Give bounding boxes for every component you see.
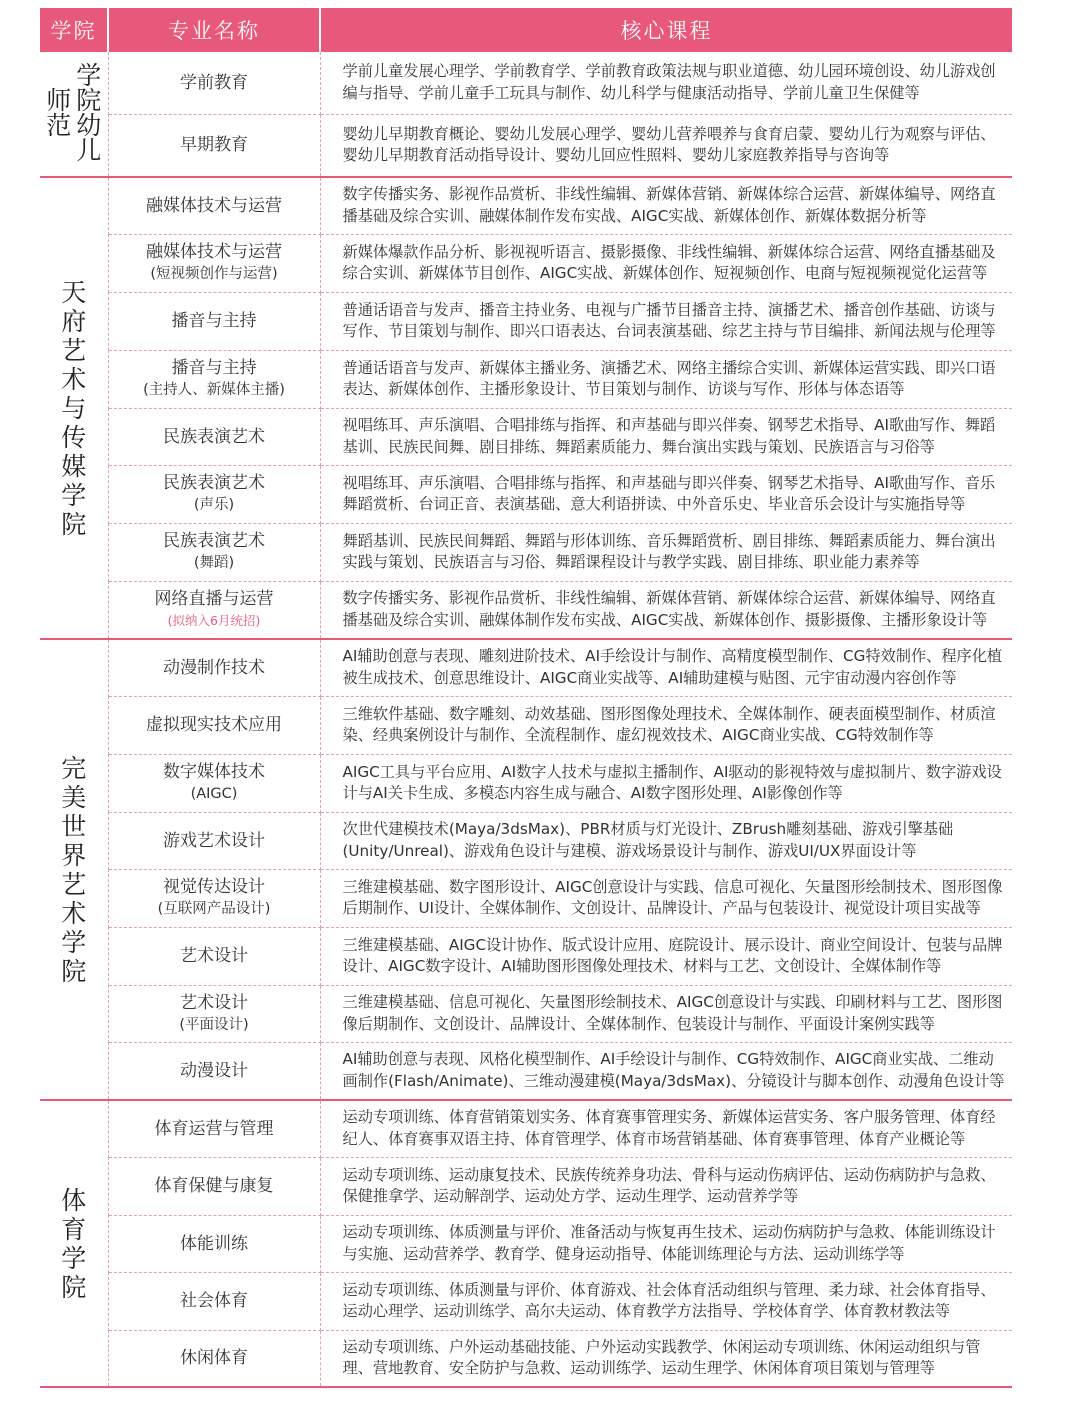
major-cell [108,812,320,869]
table-body [40,52,1012,1387]
courses-cell: 新媒体爆款作品分析、影视视听语言、摄影摄像、非线性编辑、新媒体综合运营、网络直播基础及综合实训、新媒体节目创作、AIGC实战、新媒体创作、短视频创作、电商与短视频视觉化运营等 [320,234,1012,292]
college-name: 体育学院 [61,1185,87,1302]
major-note: (拟纳入6月统招) [167,612,261,628]
college-name: 完美世界艺术学院 [61,753,87,986]
major-name: 虚拟现实技术应用 [146,715,282,735]
major-cell [108,234,320,292]
major-name: 动漫制作技术 [163,657,265,678]
major-subtitle: (AIGC) [190,786,238,802]
major-cell [108,1272,320,1330]
major-subtitle: (平面设计) [179,1016,249,1033]
college-name: 天府艺术与传媒学院 [61,277,87,539]
table-row [40,292,1012,350]
college-cell [40,52,108,177]
courses-cell: 视唱练耳、声乐演唱、合唱排练与指挥、和声基础与即兴伴奏、钢琴艺术指导、AI歌曲写作、音乐舞蹈赏析、台词正音、表演基础、意大利语拼读、中外音乐史、毕业音乐会设计与实施指导等 [320,465,1012,523]
courses-cell: AI辅助创意与表现、风格化模型制作、AI手绘设计与制作、CG特效制作、AIGC商业实战、二维动画制作(Flash/Animate)、三维动漫建模(Maya/3dsMax)、分镜设计与脚本创作、动漫角色设计等 [320,1042,1012,1100]
major-subtitle: (主持人、新媒体主播) [143,382,285,398]
major-cell [108,408,320,465]
courses-cell: 运动专项训练、运动康复技术、民族传统养身功法、骨科与运动伤病评估、运动伤病防护与急救、保健推拿学、运动解剖学、运动处方学、运动生理学、运动营养学等 [320,1157,1012,1215]
courses-cell: 三维建模基础、信息可视化、矢量图形绘制技术、AIGC创意设计与实践、印刷材料与工艺、图形图像后期制作、文创设计、品牌设计、全媒体制作、包装设计与制作、平面设计案例实践等 [320,985,1012,1042]
courses-cell: 舞蹈基训、民族民间舞蹈、舞蹈与形体训练、音乐舞蹈赏析、剧目排练、舞蹈素质能力、舞台演出实践与策划、民族语言与习俗、舞蹈课程设计与教学实践、剧目排练、职业能力素养等 [320,523,1012,581]
table-row [40,1272,1012,1330]
major-cell [108,1215,320,1272]
program-table [40,8,1012,1388]
major-name: 早期教育 [180,135,248,156]
major-name: 体育保健与康复 [154,1176,274,1196]
program-table-container [40,8,1012,1388]
major-cell [108,1100,320,1157]
major-cell [108,465,320,523]
table-row [40,696,1012,754]
table-row [40,234,1012,292]
major-cell [108,869,320,927]
major-name: 融媒体技术与运营 [146,242,282,262]
major-cell [108,1330,320,1387]
major-name: 播音与主持 [171,311,257,331]
major-cell [108,350,320,408]
courses-cell: AIGC工具与平台应用、AI数字人技术与虚拟主播制作、AI驱动的影视特效与虚拟制片、数字游戏设计与AI关卡生成、多模态内容生成与融合、AI数字图形处理、AI影像创作等 [320,754,1012,812]
table-row [40,869,1012,927]
major-subtitle: (舞蹈) [193,555,235,571]
major-name: 社会体育 [180,1291,248,1311]
major-name: 播音与主持 [171,358,257,378]
table-row [40,1042,1012,1100]
table-row [40,985,1012,1042]
major-name: 融媒体技术与运营 [146,195,282,216]
major-cell [108,1042,320,1100]
courses-cell: 次世代建模技术(Maya/3dsMax)、PBR材质与灯光设计、ZBrush雕刻基础、游戏引擎基础(Unity/Unreal)、游戏角色设计与建模、游戏场景设计与制作、游戏UI/UX界面设计等 [320,812,1012,869]
major-name: 学前教育 [180,72,248,93]
courses-cell: 运动专项训练、体质测量与评价、准备活动与恢复再生技术、运动伤病防护与急救、体能训练设计与实施、运动营养学、教育学、健身运动指导、体能训练理论与方法、运动训练学等 [320,1215,1012,1272]
courses-cell: 学前儿童发展心理学、学前教育学、学前教育政策法规与职业道德、幼儿园环境创设、幼儿游戏创编与指导、学前儿童手工玩具与制作、幼儿科学与健康活动指导、学前儿童卫生保健等 [320,52,1012,114]
table-row [40,465,1012,523]
courses-cell: 婴幼儿早期教育概论、婴幼儿发展心理学、婴幼儿营养喂养与食育启蒙、婴幼儿行为观察与评估、婴幼儿早期教育活动指导设计、婴幼儿回应性照料、婴幼儿家庭教养指导与咨询等 [320,114,1012,177]
major-cell [108,523,320,581]
major-cell [108,581,320,639]
table-row [40,350,1012,408]
major-name: 休闲体育 [180,1348,248,1369]
header-college: 学院 [40,8,108,52]
major-name: 网络直播与运营 [154,588,274,609]
courses-cell: 普通话语音与发声、播音主持业务、电视与广播节目播音主持、演播艺术、播音创作基础、访谈与写作、节目策划与制作、即兴口语表达、台词表演基础、综艺主持与节目编排、新闻法规与伦理等 [320,292,1012,350]
major-name: 视觉传达设计 [163,877,265,897]
table-row [40,523,1012,581]
major-cell [108,1157,320,1215]
major-name: 民族表演艺术 [163,473,265,493]
courses-cell: 数字传播实务、影视作品赏析、非线性编辑、新媒体营销、新媒体综合运营、新媒体编导、网络直播基础及综合实训、融媒体制作发布实战、AIGC实战、新媒体创作、摄影摄像、主播形象设计等 [320,581,1012,639]
courses-cell: 普通话语音与发声、新媒体主播业务、演播艺术、网络主播综合实训、新媒体运营实践、即兴口语表达、新媒体创作、主播形象设计、节目策划与制作、访谈与写作、形体与体态语等 [320,350,1012,408]
header-major: 专业名称 [108,8,320,52]
major-name: 动漫设计 [180,1060,248,1081]
courses-cell: AI辅助创意与表现、雕刻进阶技术、AI手绘设计与制作、高精度模型制作、CG特效制作、程序化植被生成技术、创意思维设计、AIGC商业实战等、AI辅助建模与贴图、元宇宙动漫内容创作等 [320,639,1012,696]
college-cell [40,177,108,639]
table-row [40,639,1012,696]
table-row [40,1215,1012,1272]
major-name: 体育运营与管理 [154,1118,274,1139]
college-name: 学院幼儿师范 [42,62,102,162]
table-row [40,1330,1012,1387]
major-name: 游戏艺术设计 [163,830,265,851]
courses-cell: 视唱练耳、声乐演唱、合唱排练与指挥、和声基础与即兴伴奏、钢琴艺术指导、AI歌曲写作、舞蹈基训、民族民间舞、剧目排练、舞蹈素质能力、舞台演出实践与策划、民族语言与习俗等 [320,408,1012,465]
major-cell [108,52,320,114]
table-row [40,1100,1012,1157]
major-name: 民族表演艺术 [163,531,265,551]
major-cell [108,927,320,985]
table-row [40,927,1012,985]
major-cell [108,292,320,350]
major-subtitle: (短视频创作与运营) [150,266,278,282]
major-name: 体能训练 [180,1233,248,1254]
courses-cell: 三维建模基础、AIGC设计协作、版式设计应用、庭院设计、展示设计、商业空间设计、包装与品牌设计、AIGC数字设计、AI辅助图形图像处理技术、材料与工艺、文创设计、全媒体制作等 [320,927,1012,985]
courses-cell: 数字传播实务、影视作品赏析、非线性编辑、新媒体营销、新媒体综合运营、新媒体编导、网络直播基础及综合实训、融媒体制作发布实战、AIGC实战、新媒体创作、新媒体数据分析等 [320,177,1012,234]
major-subtitle: (互联网产品设计) [157,901,271,917]
table-row [40,1157,1012,1215]
table-row [40,408,1012,465]
table-row [40,177,1012,234]
courses-cell: 三维软件基础、数字雕刻、动效基础、图形图像处理技术、全媒体制作、硬表面模型制作、材质渲染、经典案例设计与制作、全流程制作、虚幻视效技术、AIGC商业实战、CG特效制作等 [320,696,1012,754]
major-name: 艺术设计 [180,946,248,966]
courses-cell: 三维建模基础、数字图形设计、AIGC创意设计与实践、信息可视化、矢量图形绘制技术、图形图像后期制作、UI设计、全媒体制作、文创设计、品牌设计、产品与包装设计、视觉设计项目实战等 [320,869,1012,927]
courses-cell: 运动专项训练、体质测量与评价、体育游戏、社会体育活动组织与管理、柔力球、社会体育指导、运动心理学、运动训练学、高尔夫运动、体育教学方法指导、学校体育学、体育教材教法等 [320,1272,1012,1330]
major-name: 民族表演艺术 [163,426,265,447]
major-name: 艺术设计 [180,992,248,1013]
courses-cell: 运动专项训练、体育营销策划实务、体育赛事管理实务、新媒体运营实务、客户服务管理、体育经纪人、体育赛事双语主持、体育管理学、体育市场营销基础、体育赛事管理、体育产业概论等 [320,1100,1012,1157]
header-courses: 核心课程 [320,8,1012,52]
table-row [40,812,1012,869]
table-row [40,754,1012,812]
college-cell [40,639,108,1100]
major-cell [108,754,320,812]
table-row [40,52,1012,114]
table-row [40,114,1012,177]
major-cell [108,177,320,234]
table-header-row [40,8,1012,52]
major-cell [108,114,320,177]
courses-cell: 运动专项训练、户外运动基础技能、户外运动实践教学、休闲运动专项训练、休闲运动组织与管理、营地教育、安全防护与急救、运动训练学、运动生理学、休闲体育项目策划与管理等 [320,1330,1012,1387]
college-cell [40,1100,108,1387]
major-subtitle: (声乐) [193,497,235,513]
major-name: 数字媒体技术 [163,762,265,782]
major-cell [108,639,320,696]
major-cell [108,985,320,1042]
table-row [40,581,1012,639]
major-cell [108,696,320,754]
